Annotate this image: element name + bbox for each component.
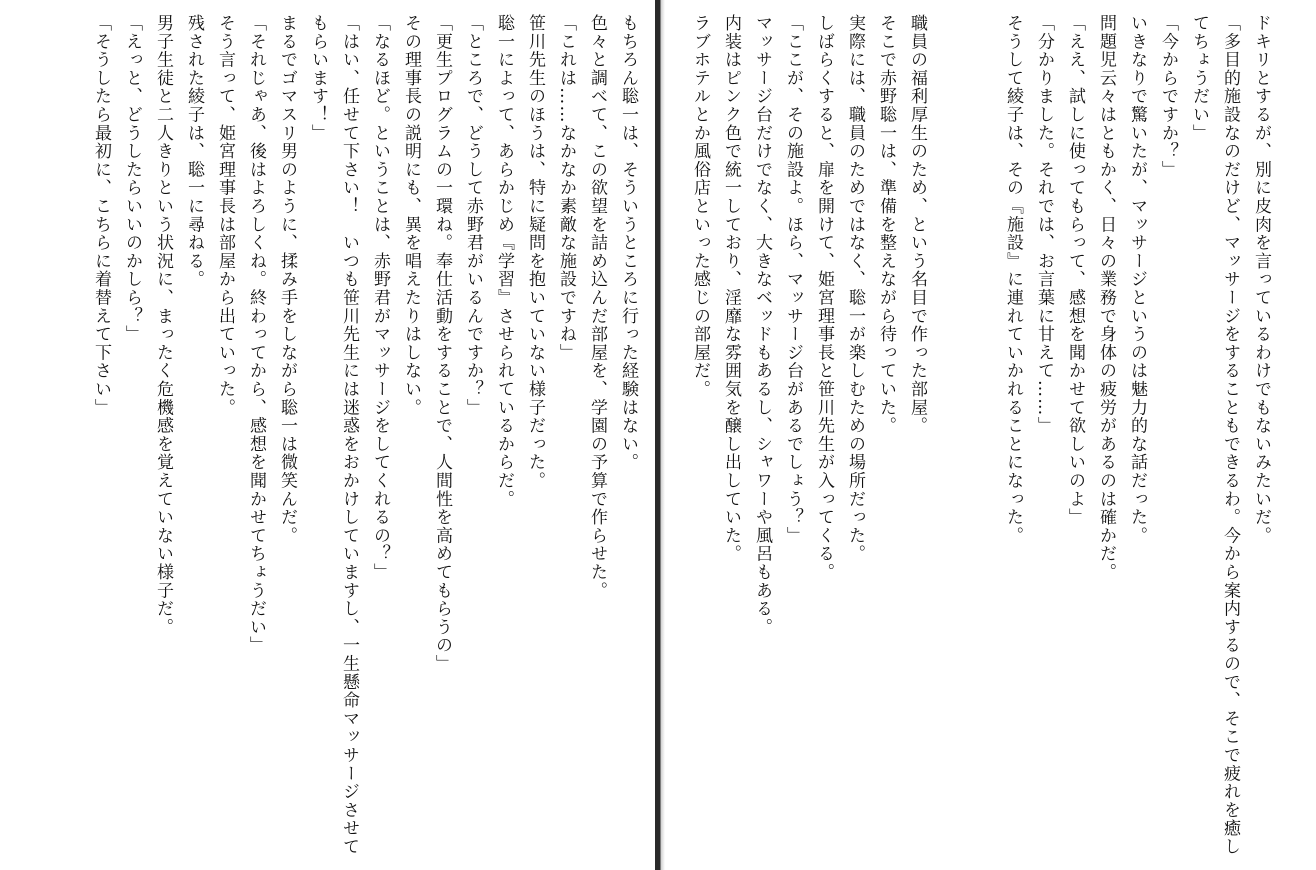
text-line: 「ええ、試しに使ってもらって、感想を聞かせて欲しいのよ」 — [1065, 14, 1085, 527]
text-line: 男子生徒と二人きりという状況に、まったく危機感を覚えていない様子だ。 — [153, 14, 173, 637]
text-line: 「ところで、どうして赤野君がいるんですか？」 — [463, 14, 483, 417]
text-line: いきなりで驚いたが、マッサージというのは魅力的な話だった。 — [1127, 14, 1147, 545]
left-page — [0, 0, 655, 870]
left-page-text — [85, 14, 643, 864]
text-line: 「なるほど。ということは、赤野君がマッサージをしてくれるの？」 — [370, 14, 390, 582]
text-line: マッサージ台だけでなく、大きなベッドもあるし、シャワーや風呂もある。 — [752, 14, 772, 637]
text-line: 「更生プログラムの一環ね。奉仕活動をすることで、人間性を高めてもらうの」 — [432, 14, 452, 673]
text-line: 「えっと、どうしたらいいのかしら？」 — [122, 14, 142, 344]
text-line: 「分かりました。それでは、お言葉に甘えて……」 — [1034, 14, 1054, 435]
text-line: 聡一によって、あらかじめ『学習』させられているからだ。 — [494, 14, 514, 509]
text-line: その理事長の説明にも、異を唱えたりはしない。 — [401, 14, 421, 417]
right-page — [665, 0, 1316, 870]
text-line: そう言って、姫宮理事長は部屋から出ていった。 — [215, 14, 235, 417]
text-line: 問題児云々はともかく、日々の業務で身体の疲労があるのは確かだ。 — [1096, 14, 1116, 582]
text-line: 「ここが、その施設よ。ほら、マッサージ台があるでしょう？」 — [783, 14, 803, 545]
text-line: 実際には、職員のためではなく、聡一が楽しむための場所だった。 — [845, 14, 865, 563]
text-line: 職員の福利厚生のため、という名目で作った部屋。 — [907, 14, 927, 435]
text-line: 色々と調べて、この欲望を詰め込んだ部屋を、学園の予算で作らせた。 — [587, 14, 607, 600]
text-line: ラブホテルとか風俗店といった感じの部屋だ。 — [690, 14, 710, 399]
text-line: 「これは……なかなか素敵な施設ですね」 — [556, 14, 576, 362]
text-line: もちろん聡一は、そういうところに行った経験はない。 — [618, 14, 638, 472]
text-line: 内装はピンク色で統一しており、淫靡な雰囲気を醸し出していた。 — [721, 14, 741, 563]
text-line: しばらくすると、扉を開けて、姫宮理事長と笹川先生が入ってくる。 — [814, 14, 834, 582]
text-line: ドキリとするが、別に皮肉を言っているわけでもないみたいだ。 — [1251, 14, 1271, 545]
text-line: 「それじゃあ、後はよろしくね。終わってから、感想を聞かせてちょうだい」 — [246, 14, 266, 655]
page-gutter — [655, 0, 665, 870]
text-line: 「多目的施設なのだけど、マッサージをすることもできるわ。今から案内するので、そこで疲れを癒してちょうだい」 — [1189, 14, 1240, 856]
blank-line — [949, 14, 980, 15]
text-line: 「そうしたら最初に、こちらに着替えて下さい」 — [91, 14, 111, 417]
text-line: 「今からですか？」 — [1158, 14, 1178, 179]
text-line: そこで赤野聡一は、準備を整えながら待っていた。 — [876, 14, 896, 435]
text-line: 笹川先生のほうは、特に疑問を抱いていない様子だった。 — [525, 14, 545, 490]
text-line: まるでゴマスリ男のように、揉み手をしながら聡一は微笑んだ。 — [277, 14, 297, 545]
text-line: 残された綾子は、聡一に尋ねる。 — [184, 14, 204, 289]
text-line: そうして綾子は、その『施設』に連れていかれることになった。 — [1003, 14, 1023, 545]
right-page-text — [684, 14, 1276, 864]
text-line: 「はい、任せて下さい！ いつも笹川先生には迷惑をおかけしていますし、一生懸命マッサージさせてもらいます！」 — [308, 14, 359, 856]
